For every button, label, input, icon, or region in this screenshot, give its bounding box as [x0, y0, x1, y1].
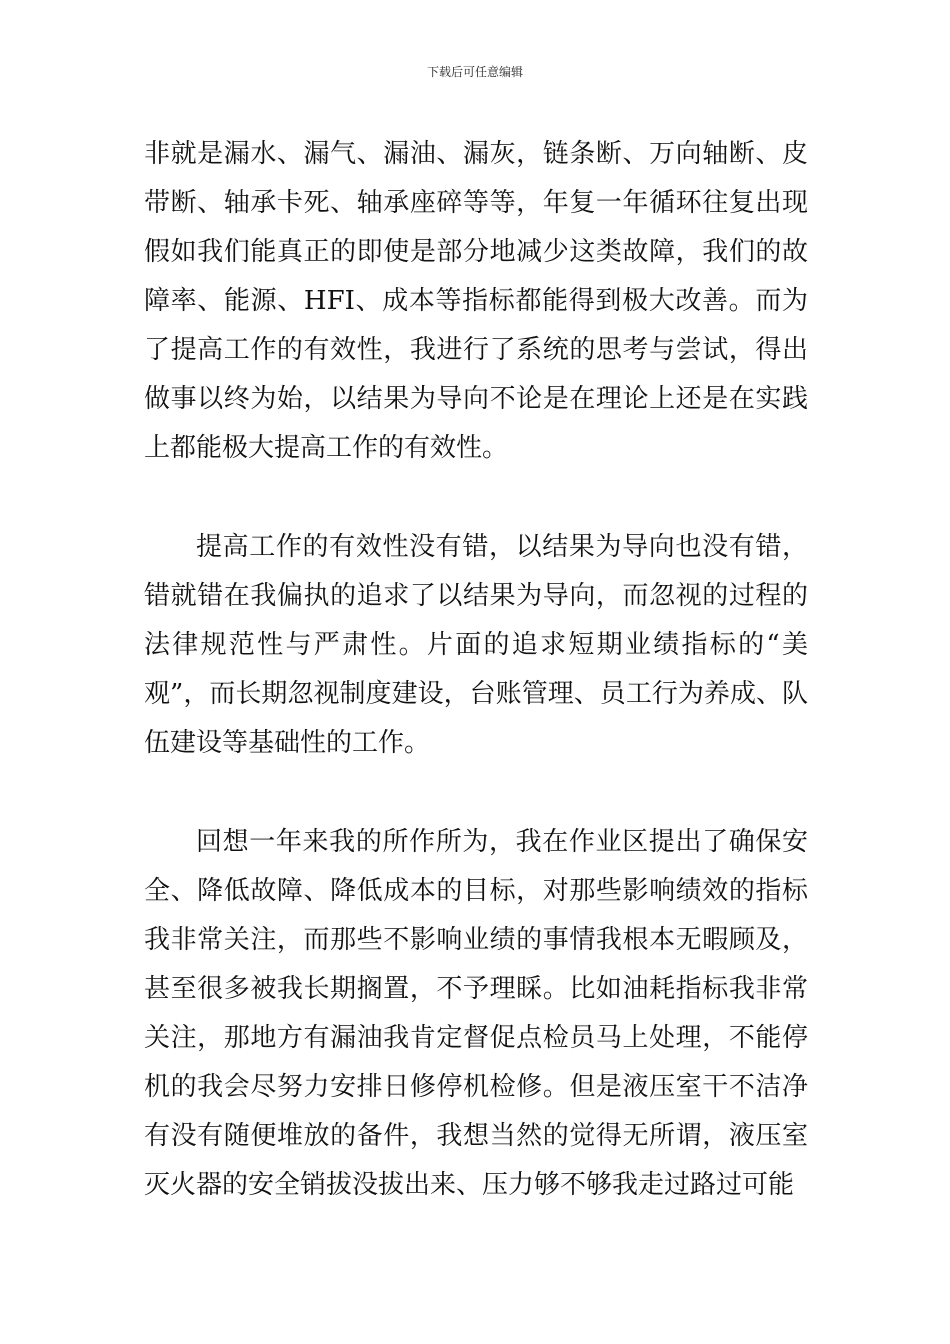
paragraph-spacer	[144, 768, 808, 818]
document-body	[144, 130, 808, 1210]
paragraph-2: 提高工作的有效性没有错，以结果为导向也没有错，错就错在我偏执的追求了以结果为导向，而忽视的过程的法律规范性与严肃性。片面的追求短期业绩指标的“美观”，而长期忽视制度建设，台账管理、员工行为养成、队伍建设等基础性的工作。	[144, 532, 808, 758]
paragraph-spacer	[144, 473, 808, 523]
paragraph-3: 回想一年来我的所作所为，我在作业区提出了确保安全、降低故障、降低成本的目标，对那些影响绩效的指标我非常关注，而那些不影响业绩的事情我根本无暇顾及，甚至很多被我长期搁置，不予理睬。比如油耗指标我非常关注，那地方有漏油我肯定督促点检员马上处理，不能停机的我会尽努力安排日修停机检修。但是液压室干不洁净有没有随便堆放的备件，我想当然的觉得无所谓，液压室灭火器的安全销拔没拔出来、压力够不够我走过路过可能	[144, 827, 808, 1200]
paragraph-1: 非就是漏水、漏气、漏油、漏灰，链条断、万向轴断、皮带断、轴承卡死、轴承座碎等等，年复一年循环往复出现假如我们能真正的即使是部分地减少这类故障，我们的故障率、能源、HFI、成本等指标都能得到极大改善。而为了提高工作的有效性，我进行了系统的思考与尝试，得出做事以终为始，以结果为导向不论是在理论上还是在实践上都能极大提高工作的有效性。	[144, 139, 808, 463]
page-header: 下载后可任意编辑	[426, 65, 523, 79]
